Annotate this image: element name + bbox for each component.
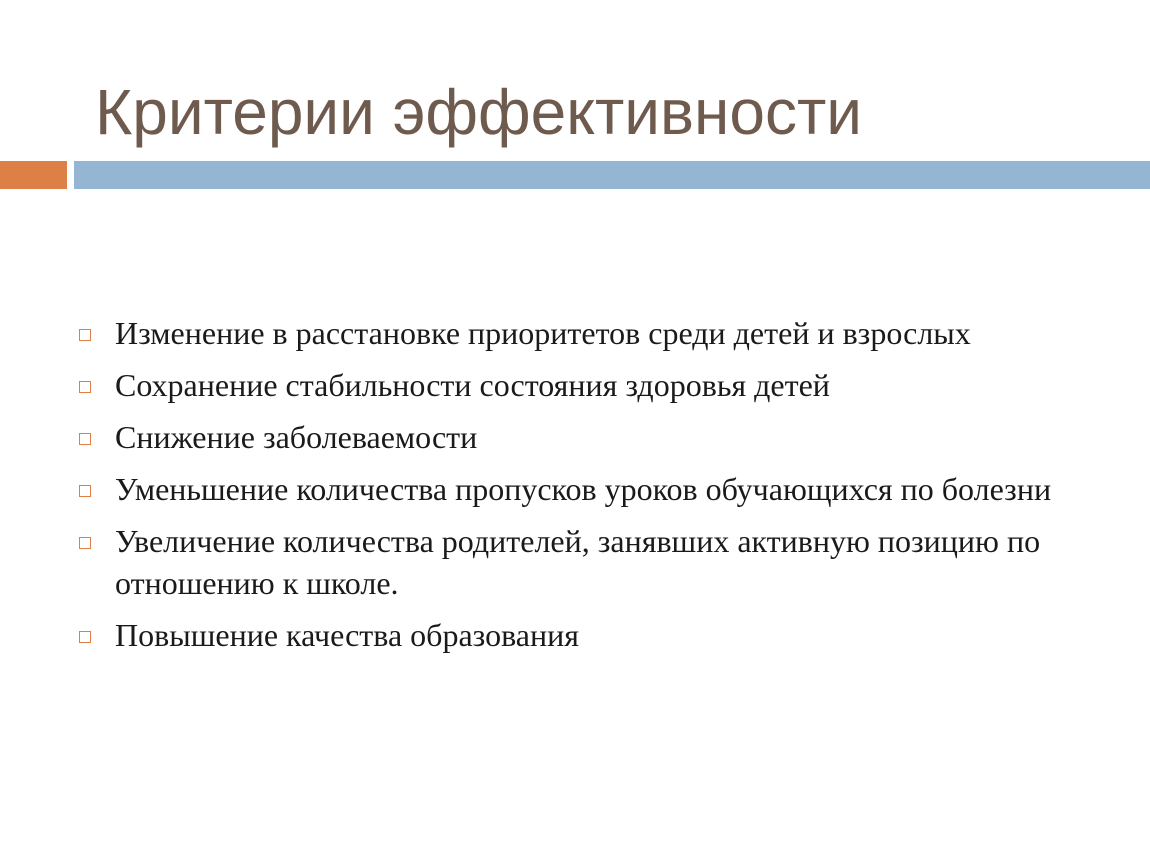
- slide-title: Критерии эффективности: [95, 76, 863, 148]
- bullet-item: [74, 614, 1074, 656]
- hollow-square-icon: [79, 381, 91, 393]
- bullet-item: [74, 520, 1074, 604]
- bullet-item: [74, 364, 1074, 406]
- bullet-text: Снижение заболеваемости: [115, 419, 478, 455]
- hollow-square-icon: [79, 433, 91, 445]
- hollow-square-icon: [79, 631, 91, 643]
- bullet-list: [74, 312, 1074, 666]
- bullet-text: Увеличение количества родителей, занявших активную позицию по отношению к школе.: [115, 523, 1041, 601]
- bullet-text: Повышение качества образования: [115, 617, 579, 653]
- hollow-square-icon: [79, 537, 91, 549]
- bullet-text: Уменьшение количества пропусков уроков обучающихся по болезни: [115, 471, 1052, 507]
- bullet-text: Сохранение стабильности состояния здоровья детей: [115, 367, 830, 403]
- bullet-item: [74, 416, 1074, 458]
- hollow-square-icon: [79, 329, 91, 341]
- title-divider-bar: [74, 161, 1150, 189]
- hollow-square-icon: [79, 485, 91, 497]
- bullet-text: Изменение в расстановке приоритетов среди детей и взрослых: [115, 315, 971, 351]
- title-accent-bar: [0, 161, 67, 189]
- bullet-item: [74, 312, 1074, 354]
- bullet-item: [74, 468, 1074, 510]
